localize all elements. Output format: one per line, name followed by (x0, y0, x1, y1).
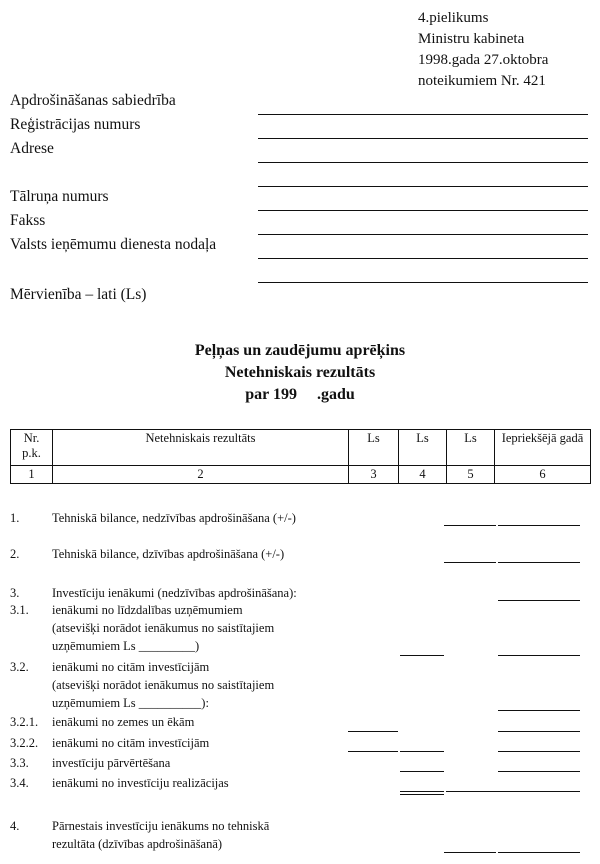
item-text: ienākumi no citām investīcijām (52, 736, 210, 750)
entry-line[interactable] (444, 852, 496, 853)
appendix-regulation: noteikumiem Nr. 421 (418, 73, 546, 89)
item-number: 3. (10, 586, 20, 600)
item-number: 4. (10, 819, 20, 833)
field-label-registration: Reģistrācijas numurs (10, 116, 141, 133)
col-number-4: 4 (399, 466, 447, 484)
field-line-extra[interactable] (258, 282, 588, 283)
item-number: 3.2.1. (10, 715, 39, 729)
field-label-fax: Fakss (10, 212, 46, 229)
entry-line[interactable] (444, 525, 496, 526)
unit-of-measure: Mērvienība – lati (Ls) (10, 286, 147, 303)
report-subtitle: Netehniskais rezultāts (224, 364, 376, 381)
item-text: Pārnestais investīciju ienākums no tehniskā (52, 819, 270, 833)
entry-line[interactable] (498, 562, 580, 563)
report-title: Peļņas un zaudējumu aprēķins (194, 342, 406, 359)
header-ls-1: Ls (349, 430, 399, 466)
item-text: ienākumi no citām investīcijām (52, 660, 210, 674)
entry-line[interactable] (400, 655, 444, 656)
field-line-fax[interactable] (258, 234, 588, 235)
item-number: 3.1. (10, 603, 29, 617)
header-description: Netehniskais rezultāts (53, 430, 349, 466)
item-text: Tehniskā bilance, nedzīvības apdrošināšana (+/-) (52, 511, 296, 525)
entry-line[interactable] (498, 600, 580, 601)
col-number-1: 1 (11, 466, 53, 484)
entry-line[interactable] (400, 771, 444, 772)
item-number: 2. (10, 547, 20, 561)
field-line-registration[interactable] (258, 138, 588, 139)
header-ls-2: Ls (399, 430, 447, 466)
entry-line[interactable] (498, 751, 580, 752)
col-number-5: 5 (447, 466, 495, 484)
col-number-2: 2 (53, 466, 349, 484)
item-text: Tehniskā bilance, dzīvības apdrošināšana (+/-) (52, 547, 285, 561)
entry-line[interactable] (498, 771, 580, 772)
entry-line[interactable] (446, 791, 580, 792)
entry-line[interactable] (498, 655, 580, 656)
header-ls-3: Ls (447, 430, 495, 466)
appendix-reference (418, 8, 548, 92)
item-number: 3.2.2. (10, 736, 39, 750)
header-nr: Nr. p.k. (11, 430, 53, 466)
appendix-issuer: Ministru kabineta (418, 31, 525, 47)
appendix-number: 4.pielikums (418, 10, 489, 26)
col-number-6: 6 (495, 466, 591, 484)
item-text: Investīciju ienākumi (nedzīvības apdrošināšana): (52, 586, 297, 600)
field-label-tax-office: Valsts ieņēmumu dienesta nodaļa (10, 236, 217, 253)
field-label-company: Apdrošināšanas sabiedrība (10, 92, 176, 109)
item-number: 1. (10, 511, 20, 525)
item-number: 3.3. (10, 756, 29, 770)
field-label-address: Adrese (10, 140, 54, 157)
item-text: uzņēmumiem Ls __________): (52, 696, 209, 710)
item-number: 3.4. (10, 776, 29, 790)
item-text: uzņēmumiem Ls _________) (52, 639, 200, 653)
item-text: rezultāta (dzīvības apdrošināšanā) (52, 837, 223, 851)
item-text: investīciju pārvērtēšana (52, 756, 171, 770)
entry-line-double (400, 794, 444, 795)
field-line-company[interactable] (258, 114, 588, 115)
field-line-address[interactable] (258, 162, 588, 163)
entry-line[interactable] (498, 852, 580, 853)
field-line-address-2[interactable] (258, 186, 588, 187)
header-previous-year: Iepriekšējā gadā (495, 430, 591, 466)
item-text: ienākumi no investīciju realizācijas (52, 776, 229, 790)
field-line-tax-office[interactable] (258, 258, 588, 259)
appendix-date: 1998.gada 27.oktobra (418, 52, 549, 68)
entry-line[interactable] (498, 525, 580, 526)
results-table-header (10, 429, 591, 484)
entry-line[interactable] (348, 751, 398, 752)
entry-line[interactable] (400, 791, 444, 792)
item-text: (atsevišķi norādot ienākumus no saistītajiem (52, 621, 275, 635)
item-text: (atsevišķi norādot ienākumus no saistītajiem (52, 678, 275, 692)
entry-line[interactable] (400, 751, 444, 752)
item-number: 3.2. (10, 660, 29, 674)
entry-line[interactable] (498, 731, 580, 732)
col-number-3: 3 (349, 466, 399, 484)
entry-line[interactable] (348, 731, 398, 732)
field-line-phone[interactable] (258, 210, 588, 211)
entry-line[interactable] (498, 710, 580, 711)
item-text: ienākumi no zemes un ēkām (52, 715, 195, 729)
report-period: par 199 .gadu (245, 386, 355, 403)
entry-line[interactable] (444, 562, 496, 563)
item-text: ienākumi no līdzdalības uzņēmumiem (52, 603, 243, 617)
field-label-phone: Tālruņa numurs (10, 188, 109, 205)
